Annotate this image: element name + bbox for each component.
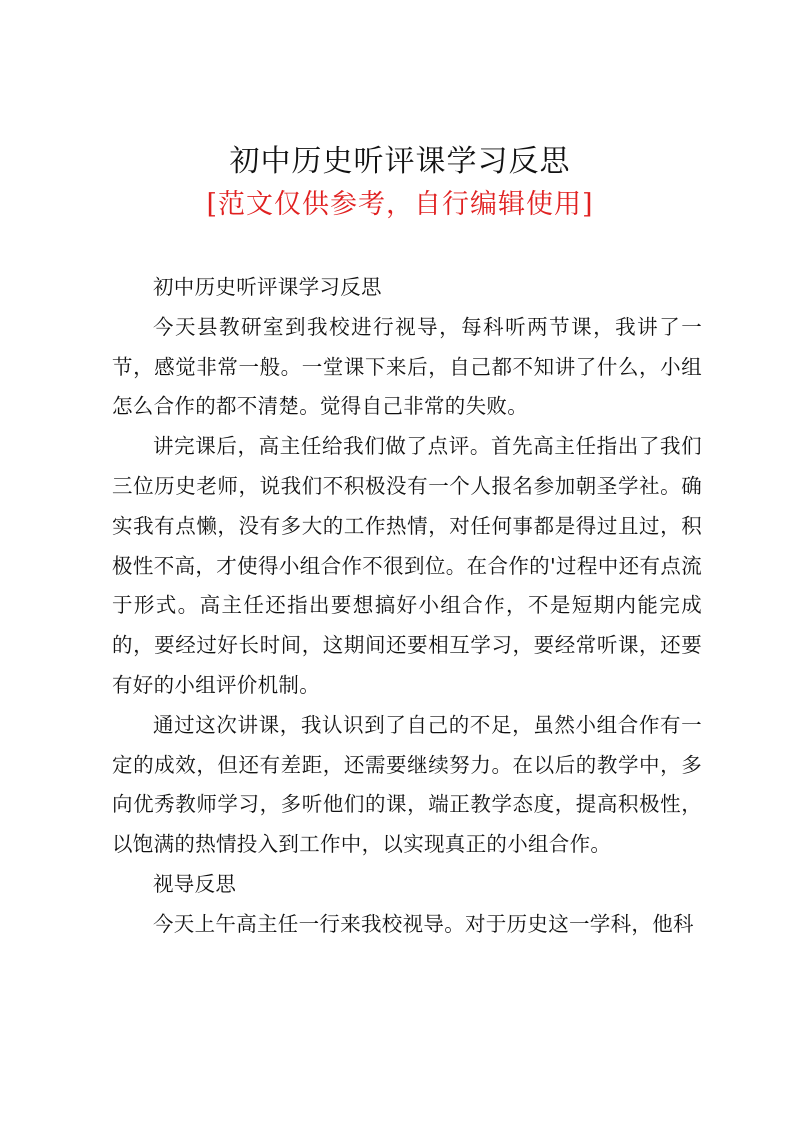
paragraph: 通过这次讲课，我认识到了自己的不足，虽然小组合作有一定的成效，但还有差距，还需要继续努力。在以后的教学中，多向优秀教师学习，多听他们的课，端正教学态度，提高积极性，以饱满的热情投入到工作中，以实现真正的小组合作。 — [112, 712, 702, 857]
document-title: 初中历史听评课学习反思 — [229, 144, 571, 179]
document-subtitle: [范文仅供参考，自行编辑使用] — [206, 189, 594, 220]
paragraph-heading: 初中历史听评课学习反思 — [153, 275, 382, 299]
paragraph: 今天上午高主任一行来我校视导。对于历史这一学科，他科 — [153, 911, 694, 936]
paragraph-heading: 视导反思 — [153, 871, 237, 896]
paragraph: 讲完课后，高主任给我们做了点评。首先高主任指出了我们三位历史老师，说我们不积极没有一个人报名参加朝圣学社。确实我有点懒，没有多大的工作热情，对任何事都是得过且过，积极性不高，才使得小组合作不很到位。在合作的'过程中还有点流于形式。高主任还指出要想搞好小组合作，不是短期内能完成的，要经过好长时间，这期间还要相互学习，要经常听课，还要有好的小组评价机制。 — [112, 434, 702, 697]
document-body — [112, 268, 702, 945]
paragraph: 今天县教研室到我校进行视导，每科听两节课，我讲了一节，感觉非常一般。一堂课下来后，自己都不知讲了什么，小组怎么合作的都不清楚。觉得自己非常的失败。 — [112, 314, 702, 419]
